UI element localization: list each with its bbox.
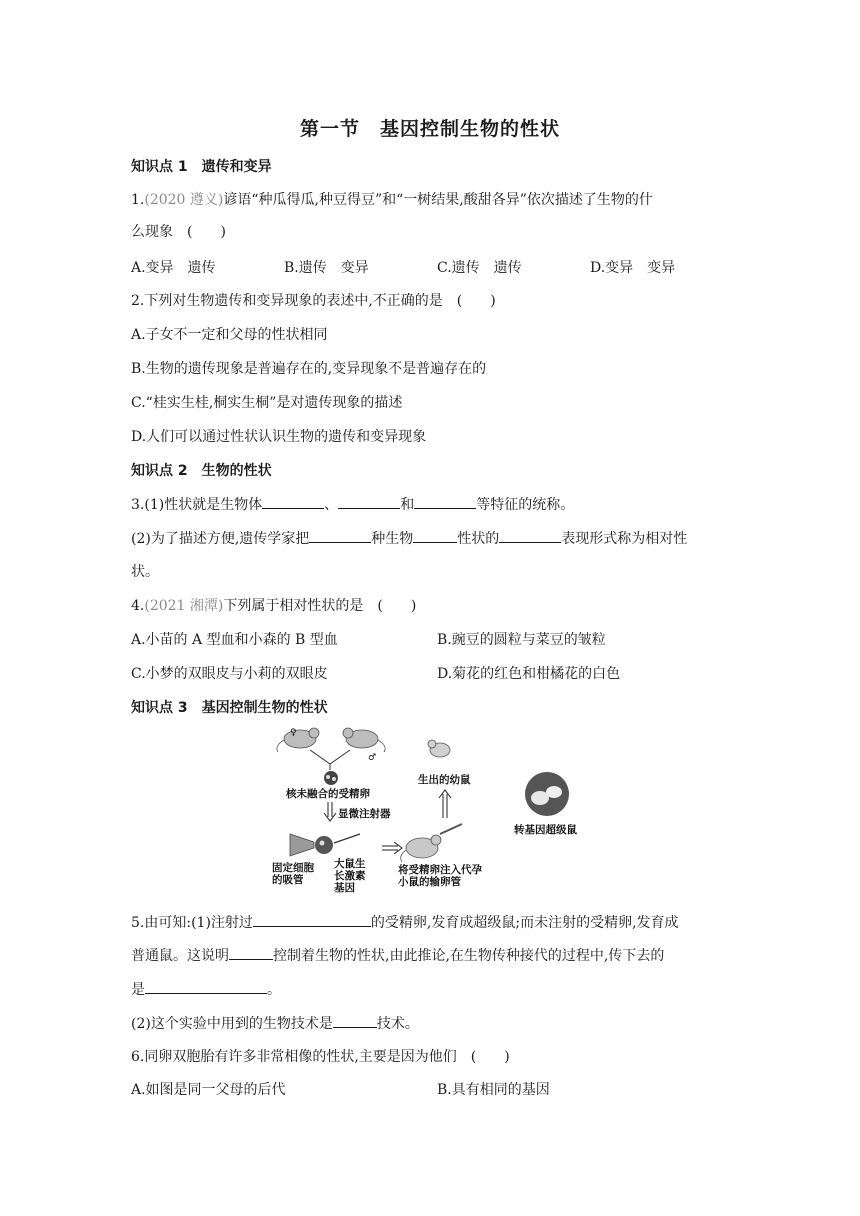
question-2-text: 2.下列对生物遗传和变异现象的表述中,不正确的是 ( ) [131, 293, 496, 309]
label-fertilized-egg: 核未融合的受精卵 [286, 788, 370, 800]
question-3-text-c: 和 [400, 497, 415, 513]
answer-blank[interactable] [499, 528, 561, 543]
question-3-line-1 [131, 494, 574, 515]
question-5-text-d: 控制着生物的性状,由此推论,在生物传种接代的过程中,传下去的 [273, 948, 665, 964]
question-3-text-d: 等特征的统称。 [476, 497, 575, 513]
question-1-text: 谚语“种瓜得瓜,种豆得豆”和“一树结果,酸甜各异”依次描述了生物的什 [223, 192, 653, 208]
surrogate-mouse-icon [401, 835, 441, 862]
label-microinjector: 显微注射器 [338, 808, 391, 820]
answer-blank[interactable] [413, 528, 457, 543]
mating-lines [310, 750, 350, 764]
male-symbol: ♂ [368, 753, 377, 763]
question-3-text-h: 表现形式称为相对性 [561, 531, 688, 547]
answer-blank[interactable] [338, 494, 400, 509]
question-4-option-b: B.豌豆的圆粒与菜豆的皱粒 [437, 632, 606, 648]
right-arrow-icon [382, 842, 402, 854]
question-3-line-3: 状。 [131, 564, 159, 580]
label-super-mouse: 转基因超级鼠 [514, 824, 577, 836]
question-2-option-b: B.生物的遗传现象是普遍存在的,变异现象不是普遍存在的 [131, 361, 487, 377]
question-1-number: 1. [131, 192, 145, 208]
question-3-text-b: 、 [324, 497, 339, 513]
question-5-text-h: 技术。 [376, 1016, 419, 1032]
question-5-text-g: (2)这个实验中用到的生物技术是 [131, 1016, 333, 1032]
question-4-option-c: C.小梦的双眼皮与小莉的双眼皮 [131, 666, 328, 682]
fertilized-egg-icon [324, 771, 338, 785]
young-mouse-icon [428, 740, 450, 757]
question-1-option-b: B.遗传 变异 [284, 260, 369, 276]
question-5-text-b: 的受精卵,发育成超级鼠;而未注射的受精卵,发育成 [370, 915, 679, 931]
question-5-line-3 [131, 979, 281, 1000]
question-3-text-e: (2)为了描述方便,遗传学家把 [131, 531, 310, 547]
female-symbol: ♀ [290, 728, 297, 738]
question-3-line-2 [131, 528, 687, 549]
question-3-text-a: 3.(1)性状就是生物体 [131, 497, 263, 513]
answer-blank[interactable] [414, 494, 476, 509]
question-2-option-d: D.人们可以通过性状认识生物的遗传和变异现象 [131, 429, 427, 445]
question-5-line-2 [131, 945, 664, 966]
question-4-source: (2021 湘潭) [144, 598, 224, 614]
question-5-text-a: 5.由可知:(1)注射过 [131, 915, 253, 931]
question-1-option-c: C.遗传 遗传 [437, 260, 522, 276]
up-arrow-icon [439, 790, 451, 818]
question-5-text-f: 。 [267, 982, 281, 998]
syringe-icon [440, 824, 462, 834]
answer-blank[interactable] [145, 979, 267, 994]
answer-blank[interactable] [253, 912, 371, 927]
question-3-text-f: 种生物 [371, 531, 414, 547]
knowledge-point-2-heading: 知识点 2 生物的性状 [131, 463, 272, 479]
label-young-mouse: 生出的幼鼠 [418, 774, 471, 786]
question-2-option-c: C.“桂实生桂,桐实生桐”是对遗传现象的描述 [131, 395, 403, 411]
question-5-line-1 [131, 912, 679, 933]
female-mouse-icon [277, 728, 319, 752]
question-4-option-a: A.小苗的 A 型血和小森的 B 型血 [131, 632, 338, 648]
question-5-text-c: 普通鼠。这说明 [131, 948, 229, 964]
pipette-icon [290, 834, 314, 856]
question-6-text: 6.同卵双胞胎有许多非常相像的性状,主要是因为他们 ( ) [131, 1049, 510, 1065]
question-3-text-g: 性状的 [457, 531, 500, 547]
answer-blank[interactable] [262, 494, 324, 509]
question-2-option-a: A.子女不一定和父母的性状相同 [131, 327, 328, 343]
question-4-line [131, 596, 416, 616]
transgenic-mouse-figure [270, 724, 590, 894]
super-mouse-photo [525, 772, 569, 816]
injector-needle-icon [334, 834, 360, 843]
question-5-text-e: 是 [131, 982, 145, 998]
page-title: 第一节 基因控制生物的性状 [299, 118, 560, 140]
question-6-option-b: B.具有相同的基因 [437, 1082, 550, 1098]
knowledge-point-1-heading: 知识点 1 遗传和变异 [131, 159, 272, 175]
question-5-line-4 [131, 1013, 419, 1034]
question-6-option-a: A.如图是同一父母的后代 [131, 1082, 286, 1098]
answer-blank[interactable] [309, 528, 371, 543]
down-arrow-icon [324, 802, 336, 821]
question-1-line-2: 么现象 ( ) [131, 224, 226, 240]
question-1-source: (2020 遵义) [144, 192, 224, 208]
question-4-number: 4. [131, 598, 145, 614]
answer-blank[interactable] [333, 1013, 377, 1028]
label-holding-pipette: 固定细胞 的吸管 [272, 862, 314, 886]
knowledge-point-3-heading: 知识点 3 基因控制生物的性状 [131, 700, 328, 716]
answer-blank[interactable] [229, 945, 273, 960]
question-4-text: 下列属于相对性状的是 ( ) [223, 598, 417, 614]
question-1-option-d: D.变异 变异 [590, 260, 676, 276]
held-egg-icon [315, 836, 333, 854]
question-4-option-d: D.菊花的红色和柑橘花的白色 [437, 666, 621, 682]
question-1-line-1 [131, 190, 653, 210]
male-mouse-icon [343, 728, 385, 752]
label-growth-hormone-gene: 大鼠生 长激素 基因 [334, 858, 366, 894]
label-inject-surrogate: 将受精卵注入代孕 小鼠的输卵管 [398, 864, 482, 888]
question-1-option-a: A.变异 遗传 [131, 260, 216, 276]
